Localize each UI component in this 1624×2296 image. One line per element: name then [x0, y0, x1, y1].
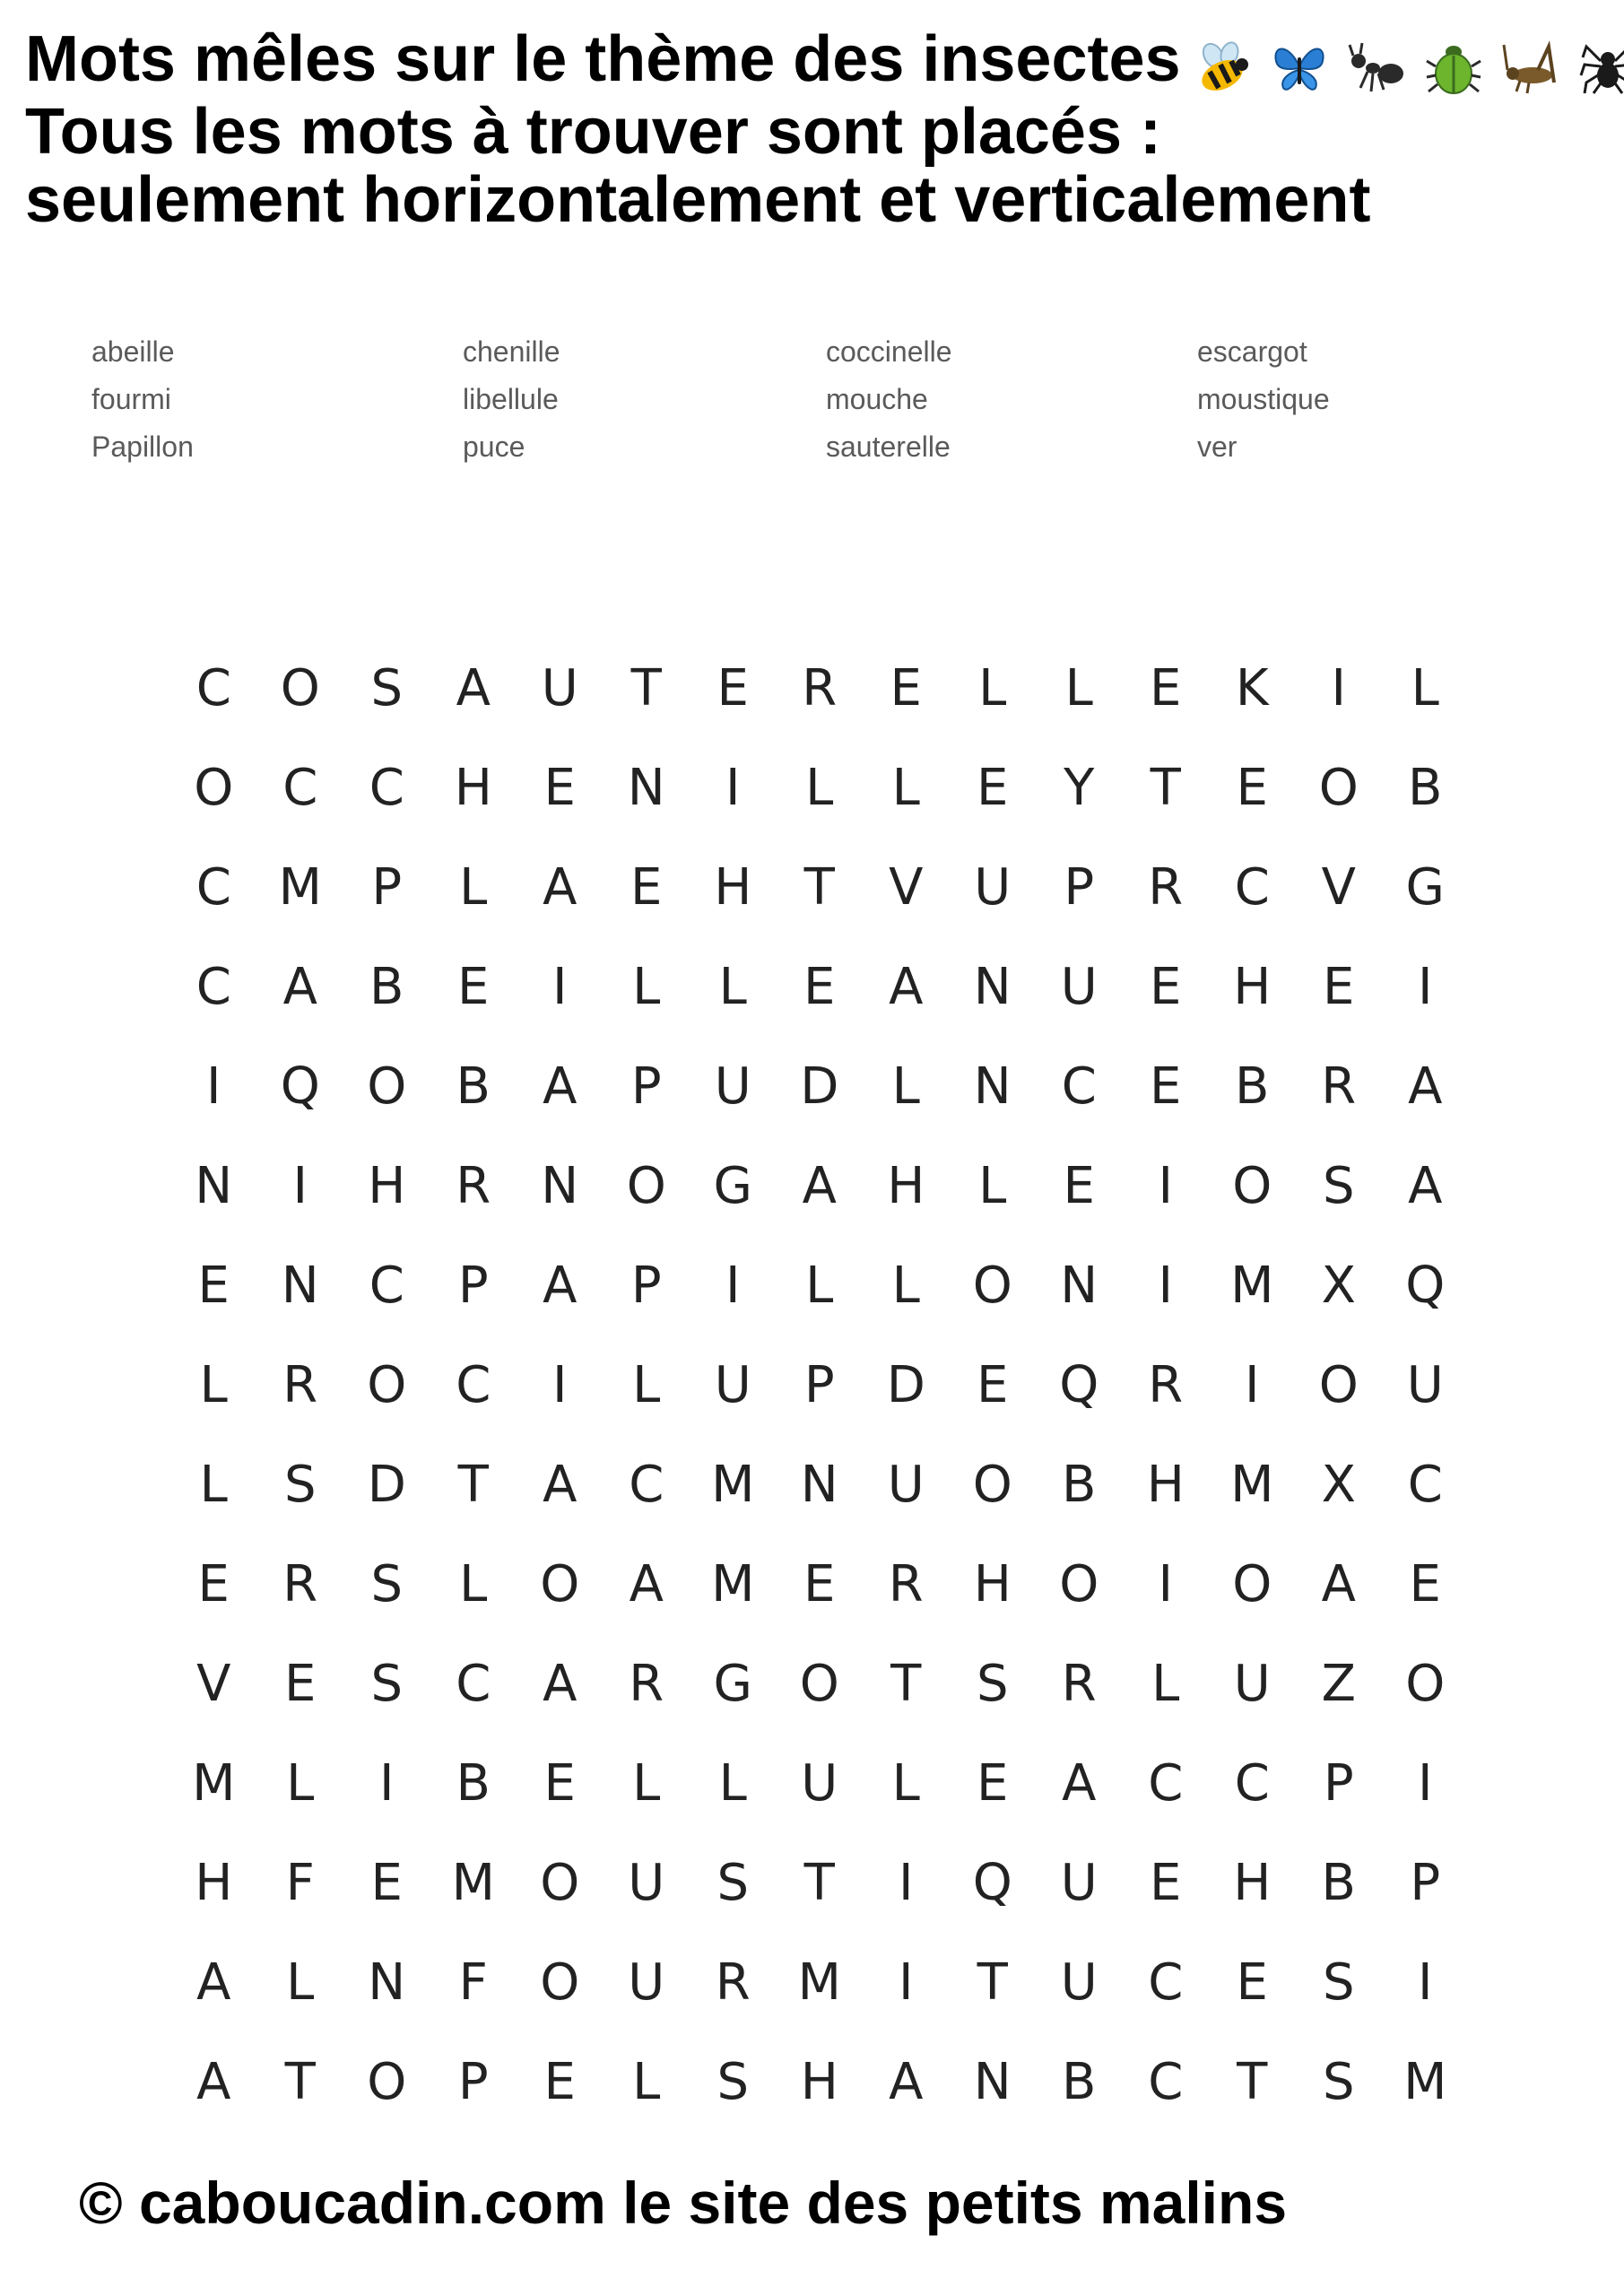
grid-cell: I — [378, 1754, 395, 1813]
grid-cell: E — [977, 1754, 1009, 1813]
grid-cell: R — [456, 1157, 491, 1215]
grid-cell: G — [1405, 858, 1445, 917]
grid-cell: S — [1322, 1953, 1355, 2012]
grid-cell: T — [1237, 2053, 1268, 2111]
grid-cell: H — [887, 1157, 925, 1215]
grid-cell: B — [1062, 1456, 1097, 1514]
word-item: puce — [463, 430, 525, 463]
grid-cell: C — [1148, 1953, 1184, 2012]
grid-cell: M — [192, 1754, 236, 1813]
grid-cell: C — [195, 958, 231, 1016]
grid-cell: E — [1150, 1854, 1182, 1912]
grid-cell: I — [725, 759, 741, 817]
grid-cell: I — [898, 1854, 914, 1912]
grid-cell: R — [1148, 858, 1184, 917]
grid-cell: A — [1408, 1057, 1443, 1116]
word-item: mouche — [826, 383, 928, 415]
grid-cell: L — [1151, 1655, 1180, 1713]
grid-cell: P — [630, 1057, 662, 1116]
grid-cell: O — [626, 1157, 666, 1215]
grid-cell: P — [457, 2053, 489, 2111]
grid-cell: R — [629, 1655, 664, 1713]
grid-row — [170, 1136, 1480, 1236]
grid-cell: C — [1148, 2053, 1184, 2111]
spider-icon — [1579, 39, 1624, 97]
grid-cell: E — [543, 2053, 576, 2111]
grid-cell: O — [1318, 1356, 1359, 1414]
grid-cell: Y — [1064, 759, 1095, 817]
grid-cell: G — [713, 1655, 752, 1713]
grid-cell: L — [459, 858, 488, 917]
grid-cell: U — [887, 1456, 925, 1514]
grid-cell: M — [278, 858, 322, 917]
grid-cell: O — [367, 2053, 407, 2111]
grid-cell: L — [805, 1257, 834, 1315]
grid-cell: C — [456, 1655, 491, 1713]
grid-cell: T — [1150, 759, 1181, 817]
grid-cell: A — [543, 1655, 578, 1713]
grid-cell: O — [280, 659, 320, 718]
grid-row — [170, 937, 1480, 1037]
grid-cell: L — [891, 1754, 920, 1813]
grid-cell: S — [1322, 2053, 1355, 2111]
grid-cell: A — [543, 1456, 578, 1514]
grid-cell: T — [284, 2053, 316, 2111]
grid-cell: E — [197, 1555, 230, 1613]
grid-cell: V — [196, 1655, 231, 1713]
grid-cell: L — [891, 759, 920, 817]
grid-cell: L — [891, 1257, 920, 1315]
grid-row — [170, 1037, 1480, 1136]
grid-cell: H — [714, 858, 752, 917]
grid-cell: P — [1410, 1854, 1441, 1912]
grid-cell: L — [1411, 659, 1439, 718]
title-text: Mots mêles sur le thème des insectes — [25, 23, 1181, 95]
grid-cell: T — [890, 1655, 922, 1713]
grid-cell: E — [1063, 1157, 1095, 1215]
grid-cell: C — [1234, 1754, 1270, 1813]
grid-cell: G — [713, 1157, 752, 1215]
word-list — [0, 328, 1624, 481]
grid-cell: Q — [1405, 1257, 1446, 1315]
grid-cell: N — [627, 759, 665, 817]
grid-cell: U — [1060, 958, 1098, 1016]
grid-cell: I — [1417, 958, 1433, 1016]
grid-cell: E — [1236, 1953, 1268, 2012]
grid-cell: C — [282, 759, 318, 817]
grid-cell: A — [629, 1555, 664, 1613]
word-list-column — [91, 328, 432, 471]
grid-cell: A — [456, 659, 491, 718]
grid-cell: H — [973, 1555, 1012, 1613]
grid-cell: E — [803, 1555, 836, 1613]
grid-cell: U — [714, 1057, 751, 1116]
grid-cell: T — [630, 659, 662, 718]
grid-row — [170, 1833, 1480, 1933]
grid-cell: Q — [972, 1854, 1012, 1912]
grid-row — [170, 838, 1480, 937]
grid-cell: A — [1062, 1754, 1097, 1813]
grid-cell: O — [799, 1655, 839, 1713]
word-list-column — [826, 328, 1167, 471]
grid-cell: M — [451, 1854, 495, 1912]
grid-row — [170, 1236, 1480, 1335]
grid-cell: E — [543, 1754, 576, 1813]
grid-cell: V — [1321, 858, 1356, 917]
grid-cell: N — [973, 1057, 1012, 1116]
grid-cell: C — [195, 858, 231, 917]
grid-row — [170, 1335, 1480, 1435]
grid-cell: L — [978, 659, 1007, 718]
grid-cell: L — [286, 1754, 315, 1813]
grid-cell: O — [540, 1953, 580, 2012]
grid-cell: E — [977, 1356, 1009, 1414]
grid-cell: E — [1409, 1555, 1441, 1613]
word-item: libellule — [463, 383, 559, 415]
grid-cell: A — [196, 1953, 231, 2012]
grid-cell: E — [1150, 958, 1182, 1016]
grid-cell: E — [284, 1655, 317, 1713]
beetle-icon — [1425, 39, 1482, 97]
grid-cell: R — [1321, 1057, 1357, 1116]
grid-cell: L — [805, 759, 834, 817]
grid-cell: A — [196, 2053, 231, 2111]
grid-cell: F — [458, 1953, 488, 2012]
grid-cell: T — [457, 1456, 489, 1514]
grid-cell: F — [285, 1854, 315, 1912]
grid-cell: T — [803, 858, 835, 917]
grid-cell: E — [543, 759, 576, 817]
grid-cell: E — [630, 858, 663, 917]
grid-cell: D — [367, 1456, 406, 1514]
grid-cell: R — [888, 1555, 924, 1613]
grid-cell: L — [632, 958, 661, 1016]
grid-cell: L — [978, 1157, 1007, 1215]
word-item: sauterelle — [826, 430, 951, 463]
grid-cell: U — [1406, 1356, 1444, 1414]
grid-cell: D — [886, 1356, 925, 1414]
grid-cell: E — [803, 958, 836, 1016]
grid-cell: B — [369, 958, 404, 1016]
grid-cell: I — [725, 1257, 741, 1315]
grid-row — [170, 2032, 1480, 2132]
grid-cell: I — [1158, 1555, 1173, 1613]
grid-cell: B — [1321, 1854, 1356, 1912]
grid-cell: N — [195, 1157, 233, 1215]
grid-cell: U — [1060, 1953, 1098, 2012]
grid-cell: I — [551, 958, 568, 1016]
grid-cell: R — [1148, 1356, 1184, 1414]
grid-cell: A — [543, 1257, 578, 1315]
grid-cell: E — [716, 659, 749, 718]
grid-row — [170, 639, 1480, 738]
grid-cell: S — [370, 659, 404, 718]
grid-cell: H — [368, 1157, 406, 1215]
grid-cell: B — [456, 1754, 491, 1813]
grid-cell: U — [974, 858, 1012, 917]
grid-cell: M — [1403, 2053, 1447, 2111]
grid-cell: O — [540, 1854, 580, 1912]
word-list-column — [1197, 328, 1538, 471]
grid-row — [170, 1435, 1480, 1535]
grid-cell: I — [1417, 1754, 1433, 1813]
grid-cell: E — [370, 1854, 403, 1912]
grid-cell: D — [800, 1057, 839, 1116]
grid-cell: L — [632, 2053, 661, 2111]
grid-cell: S — [716, 1854, 750, 1912]
letter-grid — [170, 639, 1480, 2132]
word-item: fourmi — [91, 383, 171, 415]
grid-row — [170, 1634, 1480, 1734]
grid-row — [170, 738, 1480, 838]
grid-cell: U — [1060, 1854, 1098, 1912]
grid-cell: O — [1232, 1157, 1272, 1215]
title-line-3: seulement horizontalement et verticalement — [25, 163, 1371, 236]
grid-cell: E — [1323, 958, 1355, 1016]
worksheet-header — [25, 25, 1603, 234]
grid-cell: I — [898, 1953, 914, 2012]
grid-cell: I — [1158, 1157, 1173, 1215]
grid-cell: U — [714, 1356, 751, 1414]
copyright-footer: © caboucadin.com le site des petits malins — [79, 2170, 1288, 2236]
grid-cell: O — [1318, 759, 1359, 817]
grid-cell: S — [370, 1655, 404, 1713]
grid-cell: N — [541, 1157, 579, 1215]
grid-cell: T — [977, 1953, 1008, 2012]
word-item: abeille — [91, 335, 175, 368]
grid-cell: E — [977, 759, 1009, 817]
grid-cell: P — [630, 1257, 662, 1315]
grid-cell: A — [889, 2053, 924, 2111]
grid-cell: M — [1230, 1257, 1274, 1315]
grid-cell: S — [370, 1555, 404, 1613]
bee-icon — [1194, 39, 1251, 97]
grid-cell: E — [1150, 659, 1182, 718]
grid-cell: M — [711, 1555, 755, 1613]
grid-cell: C — [369, 759, 404, 817]
grid-cell: X — [1321, 1257, 1356, 1315]
grid-cell: I — [205, 1057, 221, 1116]
grid-cell: N — [973, 2053, 1012, 2111]
grid-cell: M — [1230, 1456, 1274, 1514]
grid-cell: O — [972, 1456, 1012, 1514]
grid-cell: K — [1235, 659, 1269, 718]
word-list-column — [463, 328, 803, 471]
grid-cell: E — [890, 659, 922, 718]
grid-cell: C — [1061, 1057, 1097, 1116]
grid-cell: L — [632, 1754, 661, 1813]
grid-cell: O — [540, 1555, 580, 1613]
grid-cell: A — [543, 1057, 578, 1116]
grid-cell: B — [456, 1057, 491, 1116]
grid-cell: L — [718, 1754, 747, 1813]
grid-cell: I — [1331, 659, 1346, 718]
grid-cell: S — [716, 2053, 750, 2111]
grid-cell: L — [286, 1953, 315, 2012]
grid-cell: M — [711, 1456, 755, 1514]
grid-cell: S — [1322, 1157, 1355, 1215]
grid-cell: P — [371, 858, 403, 917]
grid-cell: A — [802, 1157, 837, 1215]
grid-cell: P — [1064, 858, 1095, 917]
grid-cell: L — [718, 958, 747, 1016]
grid-cell: N — [800, 1456, 838, 1514]
insect-emoji-row — [1194, 30, 1624, 98]
grid-cell: N — [973, 958, 1012, 1016]
grid-cell: L — [632, 1356, 661, 1414]
grid-cell: C — [1407, 1456, 1443, 1514]
grid-cell: O — [367, 1057, 407, 1116]
grid-cell: X — [1321, 1456, 1356, 1514]
grid-cell: U — [1233, 1655, 1271, 1713]
grid-cell: B — [1408, 759, 1443, 817]
grid-cell: A — [1408, 1157, 1443, 1215]
grid-cell: V — [889, 858, 924, 917]
grid-cell: A — [282, 958, 317, 1016]
grid-cell: T — [803, 1854, 835, 1912]
title-line-2: Tous les mots à trouver sont placés : — [25, 95, 1161, 168]
grid-cell: L — [891, 1057, 920, 1116]
grid-cell: O — [1232, 1555, 1272, 1613]
grid-row — [170, 1933, 1480, 2032]
grid-cell: L — [199, 1456, 228, 1514]
grid-cell: A — [543, 858, 578, 917]
grid-cell: I — [1158, 1257, 1173, 1315]
grid-cell: N — [1060, 1257, 1099, 1315]
word-item: chenille — [463, 335, 560, 368]
grid-cell: B — [1062, 2053, 1097, 2111]
word-item: escargot — [1197, 335, 1307, 368]
grid-cell: E — [197, 1257, 230, 1315]
grid-cell: O — [367, 1356, 407, 1414]
grid-cell: O — [194, 759, 234, 817]
cricket-icon — [1502, 39, 1559, 97]
grid-cell: I — [1244, 1356, 1260, 1414]
grid-cell: Q — [1059, 1356, 1099, 1414]
grid-cell: E — [457, 958, 490, 1016]
grid-cell: R — [715, 1953, 751, 2012]
grid-cell: C — [195, 659, 231, 718]
grid-cell: Z — [1321, 1655, 1356, 1713]
grid-cell: E — [1236, 759, 1268, 817]
grid-row — [170, 1734, 1480, 1833]
grid-row — [170, 1535, 1480, 1634]
grid-cell: R — [802, 659, 838, 718]
grid-cell: I — [292, 1157, 308, 1215]
grid-cell: C — [1234, 858, 1270, 917]
grid-cell: A — [1321, 1555, 1356, 1613]
grid-cell: P — [1323, 1754, 1354, 1813]
grid-cell: N — [281, 1257, 319, 1315]
word-item: coccinelle — [826, 335, 952, 368]
grid-cell: S — [283, 1456, 317, 1514]
grid-cell: I — [1417, 1953, 1433, 2012]
grid-cell: S — [976, 1655, 1009, 1713]
grid-cell: L — [459, 1555, 488, 1613]
title-line-1 — [25, 25, 1603, 98]
grid-cell: M — [797, 1953, 841, 2012]
grid-cell: U — [801, 1754, 838, 1813]
grid-cell: O — [1059, 1555, 1099, 1613]
grid-cell: I — [551, 1356, 568, 1414]
grid-cell: H — [454, 759, 492, 817]
grid-cell: A — [889, 958, 924, 1016]
ant-icon — [1348, 39, 1405, 97]
grid-cell: C — [369, 1257, 404, 1315]
grid-cell: B — [1235, 1057, 1270, 1116]
word-item: Papillon — [91, 430, 194, 463]
grid-cell: L — [1064, 659, 1093, 718]
grid-cell: E — [1150, 1057, 1182, 1116]
grid-cell: C — [456, 1356, 491, 1414]
grid-cell: H — [800, 2053, 838, 2111]
grid-cell: P — [457, 1257, 489, 1315]
grid-cell: H — [1233, 958, 1272, 1016]
grid-cell: R — [282, 1555, 318, 1613]
grid-cell: R — [282, 1356, 318, 1414]
grid-cell: Q — [280, 1057, 320, 1116]
grid-cell: O — [972, 1257, 1012, 1315]
word-item: moustique — [1197, 383, 1330, 415]
grid-cell: H — [195, 1854, 233, 1912]
butterfly-icon — [1271, 39, 1328, 97]
grid-cell: U — [541, 659, 578, 718]
word-item: ver — [1197, 430, 1238, 463]
grid-cell: H — [1146, 1456, 1185, 1514]
grid-cell: R — [1061, 1655, 1097, 1713]
grid-cell: O — [1405, 1655, 1446, 1713]
grid-cell: H — [1233, 1854, 1272, 1912]
grid-cell: C — [1148, 1754, 1184, 1813]
grid-cell: U — [628, 1854, 665, 1912]
grid-cell: L — [199, 1356, 228, 1414]
grid-cell: P — [803, 1356, 835, 1414]
grid-cell: N — [368, 1953, 406, 2012]
grid-cell: U — [628, 1953, 665, 2012]
grid-cell: C — [629, 1456, 664, 1514]
